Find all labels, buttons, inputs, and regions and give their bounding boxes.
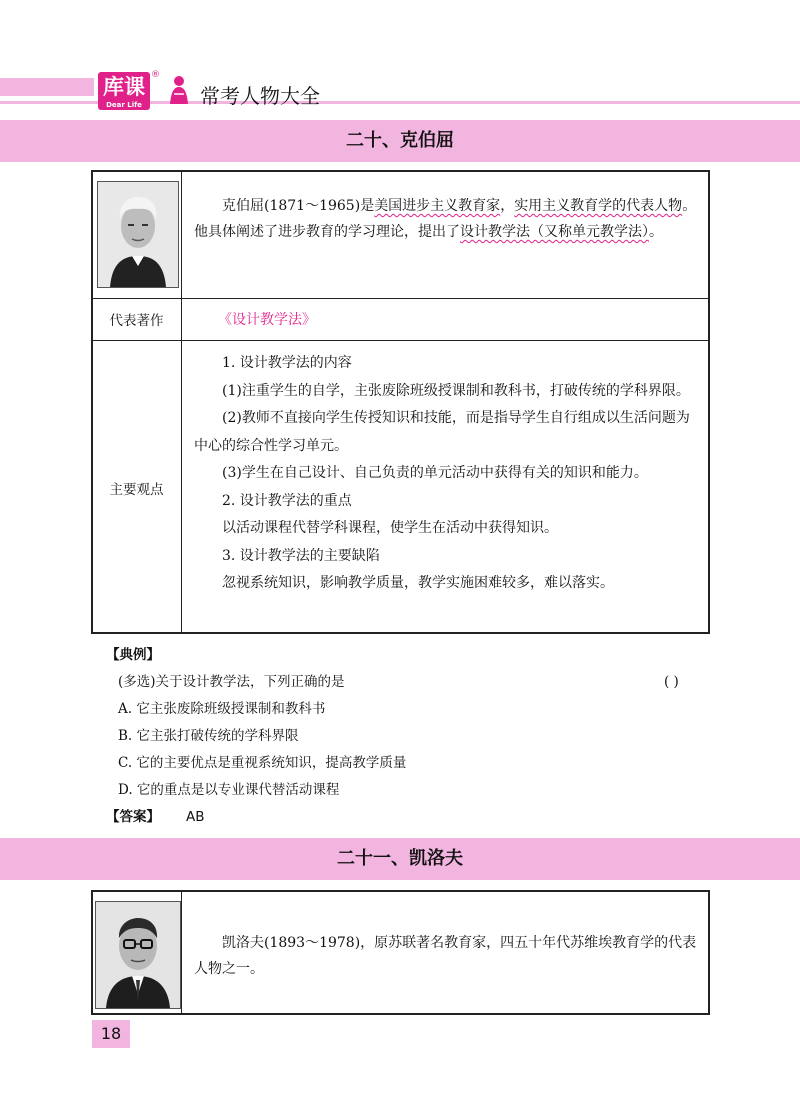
view-item: 以活动课程代替学科课程，使学生在活动中获得知识。 — [222, 520, 558, 536]
logo-text: 库课 — [103, 75, 145, 99]
portrait-kairov — [95, 901, 181, 1009]
registered-mark: ® — [151, 70, 160, 80]
answer-value: AB — [186, 809, 205, 825]
example-question: (多选)关于设计教学法，下列正确的是 — [118, 674, 345, 690]
kilpatrick-intro — [194, 193, 699, 245]
intro-text: 。 — [649, 224, 663, 240]
table-row-divider — [92, 298, 709, 299]
intro-text: 。他具体阐述了进步教育的学习理论，提出了 — [194, 198, 697, 240]
portrait-kilpatrick — [97, 181, 179, 288]
table-column-divider — [181, 891, 182, 1014]
section-title: 二十一、凯洛夫 — [337, 848, 463, 869]
section-title: 二十、克伯屈 — [346, 130, 454, 151]
example-heading: 【典例】 — [106, 647, 160, 663]
logo-subtext: Dear Life — [106, 101, 142, 109]
kairov-intro: 凯洛夫(1893～1978)，原苏联著名教育家，四五十年代苏维埃教育学的代表人物之一。 — [194, 935, 697, 977]
person-years: (1871～1965) — [264, 198, 361, 214]
brand-logo — [98, 72, 150, 110]
view-item: 1. 设计教学法的内容 — [222, 355, 352, 371]
option-d: D. 它的重点是以专业课代替活动课程 — [118, 782, 340, 798]
works-value: 《设计教学法》 — [218, 312, 316, 328]
highlight-text: 实用主义教育学的代表人物 — [514, 198, 683, 214]
figure-icon — [164, 74, 194, 106]
page-number: 18 — [92, 1020, 130, 1048]
answer-bracket: ( ) — [664, 674, 679, 690]
works-label: 代表著作 — [109, 313, 164, 329]
option-c: C. 它的主要优点是重视系统知识，提高教学质量 — [118, 755, 407, 771]
view-item: 3. 设计教学法的主要缺陷 — [222, 547, 380, 564]
intro-text: 是 — [360, 198, 375, 214]
header-accent-bar — [0, 78, 94, 96]
book-title: 常考人物大全 — [200, 84, 320, 108]
option-a: A. 它主张废除班级授课制和教科书 — [118, 701, 326, 717]
views-label: 主要观点 — [109, 482, 164, 498]
answer-label: 【答案】 — [106, 809, 160, 825]
highlight-text: 设计教学法（又称单元教学法） — [460, 224, 649, 240]
highlight-text: 美国进步主义教育家 — [374, 198, 501, 214]
table-row-divider — [92, 340, 709, 341]
views-list — [194, 350, 699, 598]
view-item: 2. 设计教学法的重点 — [222, 492, 352, 509]
option-b: B. 它主张打破传统的学科界限 — [118, 728, 299, 744]
person-name: 克伯屈 — [222, 198, 264, 214]
view-item: (2)教师不直接向学生传授知识和技能，而是指导学生自行组成以生活问题为中心的综合性学习单元。 — [194, 410, 690, 454]
view-item: 忽视系统知识，影响教学质量，教学实施困难较多，难以落实。 — [222, 575, 614, 591]
table-column-divider — [181, 171, 182, 633]
view-item: (1)注重学生的自学，主张废除班级授课制和教科书，打破传统的学科界限。 — [222, 382, 690, 399]
intro-text: ， — [500, 198, 515, 214]
view-item: (3)学生在自己设计、自己负责的单元活动中获得有关的知识和能力。 — [222, 465, 648, 481]
